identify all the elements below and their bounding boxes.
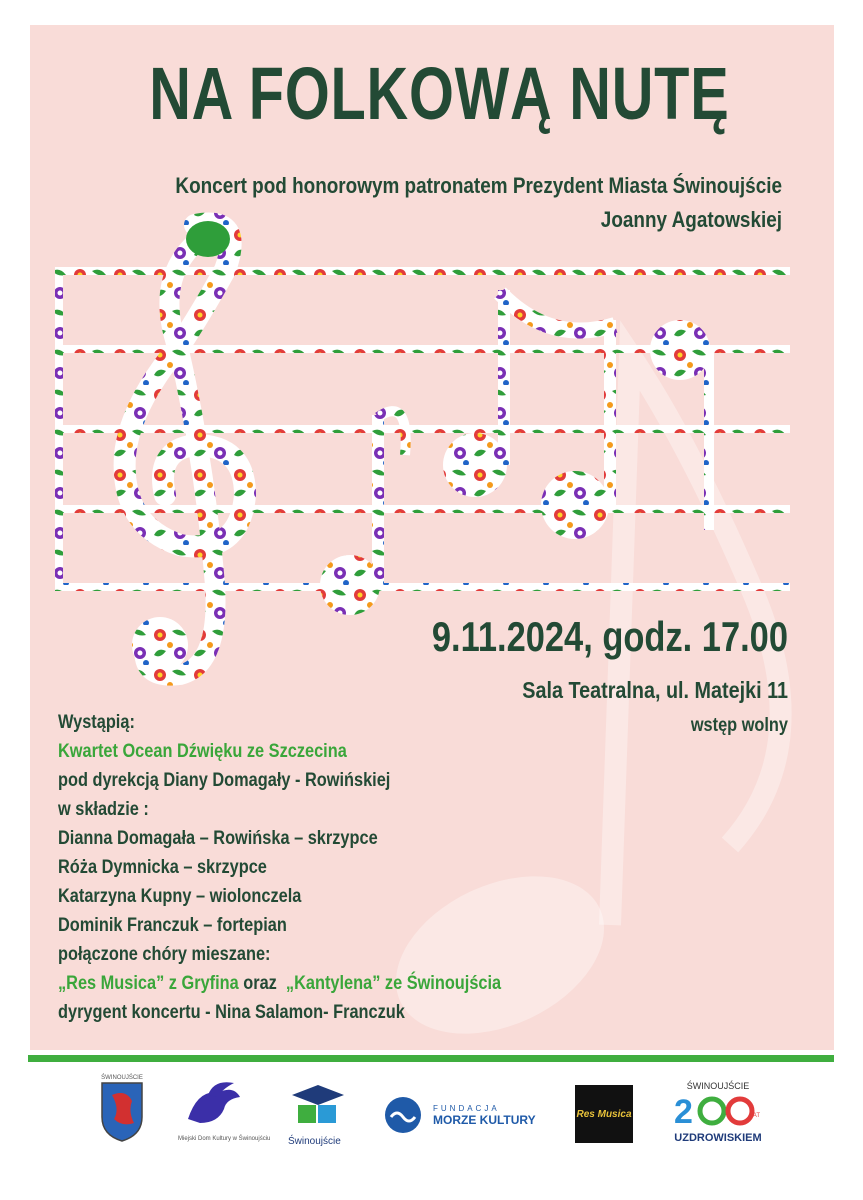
two-hundred-icon bbox=[668, 1091, 768, 1127]
fundacja-bottom: MORZE KULTURY bbox=[433, 1112, 536, 1127]
treble-clef bbox=[125, 221, 245, 676]
ensemble-director: pod dyrekcją Diany Domagały - Rowińskiej bbox=[58, 770, 391, 791]
beamed-notes bbox=[443, 290, 616, 539]
fundacja-top: FUNDACJA bbox=[433, 1103, 500, 1113]
anniv-bottom: UZDROWISKIEM bbox=[674, 1132, 762, 1144]
event-date-time: 9.11.2024, godz. 17.00 bbox=[431, 613, 788, 660]
member-item: Katarzyna Kupny – wiolonczela bbox=[58, 886, 302, 907]
svg-text:2: 2 bbox=[674, 1093, 693, 1127]
swinoujscie-label: Świnoujście bbox=[288, 1136, 341, 1147]
footer-divider bbox=[28, 1055, 834, 1062]
sponsor-logos bbox=[0, 1075, 863, 1155]
choir-join: oraz bbox=[238, 973, 286, 994]
concert-conductor: dyrygent koncertu - Nina Salamon- Franczuk bbox=[58, 1002, 405, 1023]
event-venue: Sala Teatralna, ul. Matejki 11 bbox=[522, 677, 788, 703]
choir-kantylena: „Kantylena” ze Świnoujścia bbox=[285, 973, 502, 994]
pegasus-icon bbox=[178, 1079, 248, 1131]
morze-kultury-icon bbox=[383, 1095, 427, 1135]
griffin-crest-icon bbox=[98, 1081, 146, 1143]
city-crest-logo bbox=[98, 1075, 146, 1148]
entry-info: wstęp wolny bbox=[690, 715, 788, 736]
poster-title: NA FOLKOWĄ NUTĘ bbox=[149, 52, 730, 135]
res-musica-logo bbox=[575, 1085, 633, 1143]
choir-res-musica: „Res Musica” z Gryfina bbox=[58, 973, 239, 994]
mdk-logo bbox=[178, 1079, 270, 1142]
crest-label: ŚWINOUJŚCIE bbox=[101, 1075, 143, 1081]
choirs-line bbox=[58, 969, 501, 998]
anniversary-logo bbox=[668, 1081, 768, 1144]
ensemble-name: Kwartet Ocean Dźwięku ze Szczecina bbox=[58, 741, 347, 762]
anniv-top: ŚWINOUJŚCIE bbox=[686, 1081, 750, 1091]
poster-background bbox=[30, 25, 834, 1050]
patronage-line: Koncert pod honorowym patronatem Prezydent Miasta Świnoujście bbox=[175, 173, 782, 198]
anniv-small: LAT bbox=[749, 1113, 760, 1119]
fundacja-logo bbox=[383, 1095, 536, 1135]
res-musica-label: Res Musica bbox=[576, 1108, 632, 1120]
patron-name: Joanny Agatowskiej bbox=[600, 207, 782, 232]
performers-heading: Wystąpią: bbox=[58, 712, 135, 733]
member-item: Dianna Domagała – Rowińska – skrzypce bbox=[58, 828, 378, 849]
mdk-label: Miejski Dom Kultury w Świnoujściu bbox=[178, 1136, 271, 1142]
members-heading: w składzie : bbox=[58, 799, 149, 820]
member-item: Dominik Franczuk – fortepian bbox=[58, 915, 287, 936]
swinoujscie-edu-logo bbox=[288, 1081, 348, 1147]
performers-list bbox=[58, 708, 501, 1027]
graduation-cap-icon bbox=[288, 1081, 348, 1131]
member-item: Róża Dymnicka – skrzypce bbox=[58, 857, 267, 878]
choirs-heading: połączone chóry mieszane: bbox=[58, 944, 271, 965]
